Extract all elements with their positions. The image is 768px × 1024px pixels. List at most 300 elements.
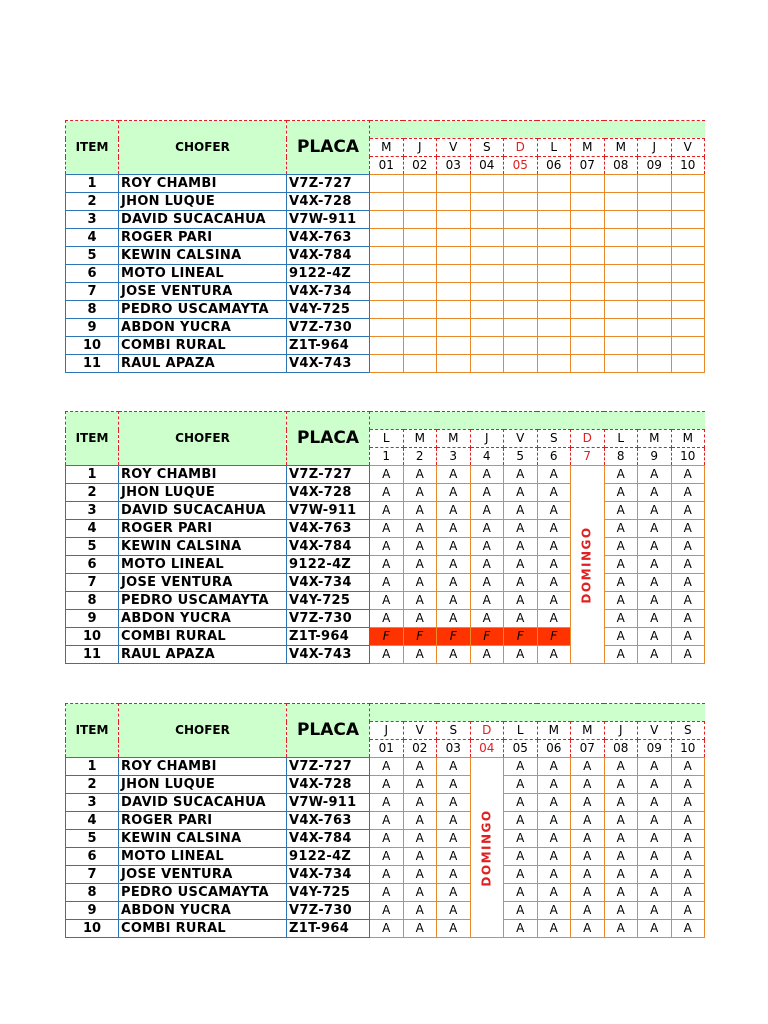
attendance-cell: [638, 265, 672, 283]
plate-number: V4X-763: [287, 520, 370, 538]
attendance-cell: A: [638, 592, 672, 610]
attendance-cell: A: [638, 610, 672, 628]
attendance-cell: [370, 175, 404, 193]
weekday-letter: M: [370, 139, 404, 157]
attendance-cell: [604, 175, 638, 193]
plate-number: V4Y-725: [287, 884, 370, 902]
driver-name: COMBI RURAL: [119, 920, 287, 938]
driver-row: [66, 247, 705, 265]
attendance-cell: A: [604, 592, 638, 610]
attendance-cell: [671, 337, 705, 355]
attendance-cell: [437, 247, 471, 265]
attendance-cell: [370, 337, 404, 355]
attendance-cell: A: [437, 884, 471, 902]
attendance-cell: A: [504, 502, 538, 520]
sunday-label: DOMINGO: [479, 808, 494, 887]
weekday-letter: D: [571, 430, 605, 448]
driver-row: [66, 301, 705, 319]
item-number: 9: [66, 319, 119, 337]
attendance-cell: A: [604, 466, 638, 484]
attendance-cell: [403, 265, 437, 283]
attendance-cell: [604, 283, 638, 301]
attendance-cell: A: [604, 848, 638, 866]
driver-row: [66, 355, 705, 373]
attendance-cell: A: [470, 484, 504, 502]
attendance-cell: A: [671, 794, 705, 812]
attendance-cell: [571, 193, 605, 211]
attendance-cell: A: [537, 866, 571, 884]
attendance-cell: A: [504, 556, 538, 574]
driver-row: [66, 229, 705, 247]
item-number: 7: [66, 283, 119, 301]
attendance-cell: [638, 193, 672, 211]
attendance-cell: A: [671, 646, 705, 664]
plate-number: V7W-911: [287, 794, 370, 812]
attendance-cell: A: [370, 592, 404, 610]
attendance-cell: A: [470, 502, 504, 520]
attendance-cell: [604, 229, 638, 247]
driver-row: [66, 592, 705, 610]
attendance-cell: A: [437, 556, 471, 574]
attendance-cell: [604, 211, 638, 229]
plate-number: V4X-728: [287, 776, 370, 794]
attendance-cell: [671, 175, 705, 193]
attendance-cell: A: [504, 812, 538, 830]
attendance-cell: A: [437, 830, 471, 848]
attendance-cell: A: [403, 556, 437, 574]
attendance-cell: A: [504, 758, 538, 776]
driver-row: [66, 556, 705, 574]
attendance-cell: [537, 193, 571, 211]
attendance-cell: A: [671, 920, 705, 938]
attendance-cell: A: [403, 920, 437, 938]
attendance-cell: A: [504, 776, 538, 794]
driver-row: [66, 920, 705, 938]
driver-row: [66, 866, 705, 884]
weekday-letter: S: [437, 722, 471, 740]
attendance-cell: F: [537, 628, 571, 646]
item-number: 8: [66, 301, 119, 319]
driver-name: ROGER PARI: [119, 229, 287, 247]
weekday-letter: V: [504, 430, 538, 448]
plate-number: V4X-784: [287, 830, 370, 848]
attendance-cell: A: [571, 866, 605, 884]
weekday-letter: M: [537, 722, 571, 740]
item-number: 10: [66, 628, 119, 646]
item-number: 1: [66, 466, 119, 484]
attendance-cell: [370, 265, 404, 283]
weekday-letter: L: [370, 430, 404, 448]
attendance-cell: A: [638, 758, 672, 776]
attendance-cell: [537, 319, 571, 337]
attendance-cell: A: [604, 538, 638, 556]
item-number: 5: [66, 538, 119, 556]
day-number: 06: [537, 740, 571, 758]
attendance-cell: A: [403, 902, 437, 920]
weekday-letter: D: [504, 139, 538, 157]
header-band: [370, 412, 705, 430]
attendance-cell: A: [604, 794, 638, 812]
attendance-cell: [638, 175, 672, 193]
item-number: 6: [66, 265, 119, 283]
day-number: 01: [370, 157, 404, 175]
attendance-cell: A: [504, 866, 538, 884]
attendance-cell: A: [403, 646, 437, 664]
attendance-cell: A: [504, 920, 538, 938]
attendance-cell: A: [671, 574, 705, 592]
day-number: 07: [571, 157, 605, 175]
driver-name: MOTO LINEAL: [119, 848, 287, 866]
attendance-cell: [403, 211, 437, 229]
attendance-cell: [638, 337, 672, 355]
attendance-cell: [437, 283, 471, 301]
attendance-cell: A: [638, 628, 672, 646]
schedule-table-2: [65, 411, 705, 664]
weekday-letter: V: [671, 139, 705, 157]
attendance-cell: A: [470, 646, 504, 664]
attendance-cell: A: [437, 610, 471, 628]
item-number: 7: [66, 574, 119, 592]
schedule-table-3: [65, 703, 705, 938]
plate-number: 9122-4Z: [287, 556, 370, 574]
item-number: 10: [66, 337, 119, 355]
attendance-cell: [537, 283, 571, 301]
weekday-letter: M: [571, 139, 605, 157]
attendance-cell: A: [403, 484, 437, 502]
attendance-cell: [437, 211, 471, 229]
driver-name: ROGER PARI: [119, 520, 287, 538]
header-item: ITEM: [66, 704, 119, 758]
driver-name: ROY CHAMBI: [119, 758, 287, 776]
attendance-cell: [470, 175, 504, 193]
plate-number: V7W-911: [287, 502, 370, 520]
attendance-cell: [437, 193, 471, 211]
attendance-cell: A: [671, 610, 705, 628]
driver-name: KEWIN CALSINA: [119, 538, 287, 556]
attendance-cell: [504, 355, 538, 373]
attendance-cell: [504, 211, 538, 229]
attendance-cell: A: [470, 520, 504, 538]
attendance-cell: A: [604, 776, 638, 794]
attendance-cell: A: [437, 920, 471, 938]
attendance-cell: A: [470, 592, 504, 610]
attendance-cell: A: [671, 902, 705, 920]
item-number: 4: [66, 229, 119, 247]
driver-name: DAVID SUCACAHUA: [119, 502, 287, 520]
driver-row: [66, 574, 705, 592]
weekday-letter: M: [437, 430, 471, 448]
day-number: 07: [571, 740, 605, 758]
attendance-cell: [370, 301, 404, 319]
day-number: 08: [604, 157, 638, 175]
day-number: 7: [571, 448, 605, 466]
attendance-cell: A: [604, 646, 638, 664]
attendance-cell: A: [403, 884, 437, 902]
day-number: 03: [437, 740, 471, 758]
item-number: 7: [66, 866, 119, 884]
driver-row: [66, 484, 705, 502]
attendance-cell: [370, 283, 404, 301]
attendance-cell: [537, 265, 571, 283]
driver-name: ABDON YUCRA: [119, 610, 287, 628]
attendance-cell: A: [537, 466, 571, 484]
plate-number: V7Z-727: [287, 466, 370, 484]
attendance-cell: [370, 193, 404, 211]
day-number: 4: [470, 448, 504, 466]
attendance-cell: A: [504, 884, 538, 902]
day-number: 9: [638, 448, 672, 466]
attendance-cell: [403, 283, 437, 301]
attendance-cell: A: [671, 556, 705, 574]
driver-name: ROY CHAMBI: [119, 175, 287, 193]
day-number: 01: [370, 740, 404, 758]
attendance-cell: A: [671, 520, 705, 538]
attendance-cell: A: [504, 574, 538, 592]
driver-name: ROY CHAMBI: [119, 466, 287, 484]
attendance-cell: [537, 301, 571, 319]
day-number: 03: [437, 157, 471, 175]
attendance-cell: [604, 355, 638, 373]
attendance-cell: [470, 193, 504, 211]
attendance-cell: A: [638, 574, 672, 592]
weekday-letter: L: [604, 430, 638, 448]
attendance-cell: A: [437, 466, 471, 484]
attendance-cell: A: [671, 884, 705, 902]
driver-row: [66, 776, 705, 794]
attendance-cell: A: [604, 830, 638, 848]
header-chofer: CHOFER: [119, 121, 287, 175]
attendance-cell: A: [470, 466, 504, 484]
attendance-cell: F: [370, 628, 404, 646]
plate-number: V4X-743: [287, 355, 370, 373]
attendance-cell: F: [437, 628, 471, 646]
attendance-cell: A: [370, 848, 404, 866]
attendance-cell: [604, 265, 638, 283]
attendance-cell: A: [370, 794, 404, 812]
header-item: ITEM: [66, 121, 119, 175]
attendance-cell: A: [671, 592, 705, 610]
day-number: 04: [470, 157, 504, 175]
attendance-cell: A: [437, 502, 471, 520]
weekday-letter: D: [470, 722, 504, 740]
attendance-cell: [571, 319, 605, 337]
attendance-cell: [370, 247, 404, 265]
plate-number: V7Z-727: [287, 175, 370, 193]
header-band: [370, 121, 705, 139]
attendance-cell: A: [604, 574, 638, 592]
attendance-cell: A: [671, 502, 705, 520]
day-number: 02: [403, 157, 437, 175]
attendance-cell: A: [537, 502, 571, 520]
attendance-cell: A: [403, 776, 437, 794]
item-number: 8: [66, 592, 119, 610]
driver-name: ABDON YUCRA: [119, 902, 287, 920]
weekday-letter: J: [370, 722, 404, 740]
plate-number: V4X-743: [287, 646, 370, 664]
attendance-cell: [571, 247, 605, 265]
driver-name: COMBI RURAL: [119, 337, 287, 355]
header-placa: PLACA: [287, 121, 370, 175]
attendance-cell: A: [504, 610, 538, 628]
attendance-cell: [638, 283, 672, 301]
plate-number: V7Z-730: [287, 902, 370, 920]
schedule-table-1: [65, 120, 705, 373]
driver-name: JHON LUQUE: [119, 484, 287, 502]
driver-row: [66, 794, 705, 812]
attendance-cell: A: [537, 556, 571, 574]
attendance-cell: A: [671, 538, 705, 556]
plate-number: V4X-784: [287, 538, 370, 556]
header-band: [370, 704, 705, 722]
day-number: 09: [638, 157, 672, 175]
attendance-cell: A: [604, 866, 638, 884]
attendance-cell: A: [403, 466, 437, 484]
plate-number: V7Z-730: [287, 319, 370, 337]
attendance-cell: F: [504, 628, 538, 646]
attendance-cell: A: [403, 758, 437, 776]
attendance-cell: A: [537, 610, 571, 628]
weekday-letter: J: [604, 722, 638, 740]
plate-number: Z1T-964: [287, 920, 370, 938]
attendance-cell: A: [638, 484, 672, 502]
attendance-cell: [437, 175, 471, 193]
day-number: 8: [604, 448, 638, 466]
attendance-cell: [370, 211, 404, 229]
attendance-cell: A: [638, 646, 672, 664]
day-number: 1: [370, 448, 404, 466]
driver-name: RAUL APAZA: [119, 646, 287, 664]
plate-number: V4X-763: [287, 812, 370, 830]
attendance-cell: [571, 211, 605, 229]
attendance-cell: A: [604, 484, 638, 502]
attendance-cell: [604, 193, 638, 211]
driver-row: [66, 502, 705, 520]
driver-name: RAUL APAZA: [119, 355, 287, 373]
attendance-cell: A: [604, 502, 638, 520]
attendance-cell: A: [537, 574, 571, 592]
attendance-cell: A: [403, 830, 437, 848]
driver-row: [66, 758, 705, 776]
attendance-cell: [403, 337, 437, 355]
attendance-cell: [638, 211, 672, 229]
attendance-cell: F: [403, 628, 437, 646]
attendance-cell: A: [537, 776, 571, 794]
attendance-cell: A: [504, 794, 538, 812]
attendance-cell: [403, 175, 437, 193]
attendance-cell: A: [638, 538, 672, 556]
driver-name: JHON LUQUE: [119, 193, 287, 211]
attendance-cell: A: [571, 794, 605, 812]
attendance-cell: A: [437, 646, 471, 664]
attendance-cell: [470, 337, 504, 355]
attendance-cell: [671, 211, 705, 229]
attendance-cell: A: [604, 812, 638, 830]
attendance-cell: A: [537, 812, 571, 830]
attendance-cell: A: [604, 902, 638, 920]
plate-number: V7Z-727: [287, 758, 370, 776]
attendance-cell: A: [671, 830, 705, 848]
attendance-cell: A: [571, 812, 605, 830]
item-number: 6: [66, 848, 119, 866]
driver-name: DAVID SUCACAHUA: [119, 794, 287, 812]
plate-number: V7Z-730: [287, 610, 370, 628]
driver-row: [66, 211, 705, 229]
attendance-cell: A: [537, 758, 571, 776]
header-placa: PLACA: [287, 412, 370, 466]
attendance-cell: A: [403, 502, 437, 520]
attendance-cell: A: [470, 556, 504, 574]
attendance-cell: A: [638, 848, 672, 866]
attendance-cell: A: [671, 466, 705, 484]
day-number: 02: [403, 740, 437, 758]
weekday-letter: M: [604, 139, 638, 157]
item-number: 6: [66, 556, 119, 574]
plate-number: 9122-4Z: [287, 848, 370, 866]
attendance-cell: [504, 229, 538, 247]
attendance-cell: A: [671, 848, 705, 866]
attendance-cell: A: [638, 556, 672, 574]
item-number: 3: [66, 211, 119, 229]
plate-number: Z1T-964: [287, 628, 370, 646]
driver-name: PEDRO USCAMAYTA: [119, 592, 287, 610]
attendance-cell: A: [537, 884, 571, 902]
header-item: ITEM: [66, 412, 119, 466]
attendance-cell: A: [537, 902, 571, 920]
attendance-cell: [504, 337, 538, 355]
attendance-cell: [504, 193, 538, 211]
attendance-cell: [671, 355, 705, 373]
attendance-cell: [504, 175, 538, 193]
attendance-cell: A: [403, 848, 437, 866]
plate-number: V4X-763: [287, 229, 370, 247]
attendance-cell: [671, 193, 705, 211]
attendance-cell: [571, 301, 605, 319]
attendance-cell: A: [370, 920, 404, 938]
attendance-cell: A: [370, 830, 404, 848]
attendance-cell: A: [370, 574, 404, 592]
attendance-cell: [470, 247, 504, 265]
weekday-letter: V: [403, 722, 437, 740]
day-number: 2: [403, 448, 437, 466]
driver-name: JOSE VENTURA: [119, 574, 287, 592]
attendance-cell: [437, 319, 471, 337]
attendance-cell: A: [537, 484, 571, 502]
item-number: 5: [66, 247, 119, 265]
driver-row: [66, 175, 705, 193]
attendance-cell: A: [437, 866, 471, 884]
driver-name: DAVID SUCACAHUA: [119, 211, 287, 229]
attendance-cell: A: [504, 592, 538, 610]
driver-name: JOSE VENTURA: [119, 283, 287, 301]
attendance-cell: A: [638, 794, 672, 812]
attendance-cell: [437, 355, 471, 373]
plate-number: V4X-784: [287, 247, 370, 265]
attendance-cell: A: [671, 628, 705, 646]
header-placa: PLACA: [287, 704, 370, 758]
attendance-cell: A: [370, 646, 404, 664]
day-number: 10: [671, 740, 705, 758]
attendance-cell: A: [403, 610, 437, 628]
day-number: 05: [504, 157, 538, 175]
attendance-cell: A: [437, 794, 471, 812]
attendance-cell: [571, 355, 605, 373]
attendance-cell: A: [638, 902, 672, 920]
attendance-cell: A: [671, 812, 705, 830]
driver-name: PEDRO USCAMAYTA: [119, 884, 287, 902]
attendance-cell: A: [504, 538, 538, 556]
attendance-cell: A: [571, 776, 605, 794]
attendance-cell: [604, 247, 638, 265]
